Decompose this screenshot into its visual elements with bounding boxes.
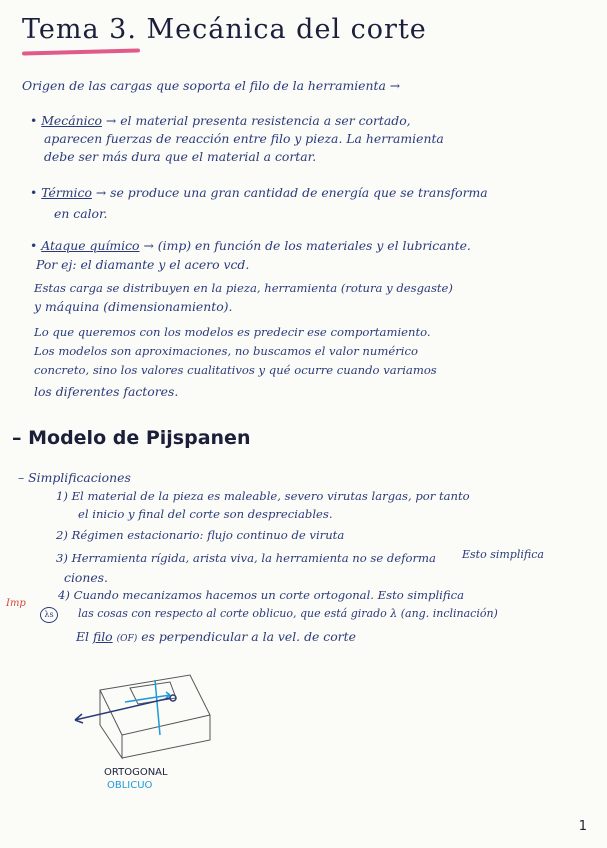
mecanico-line-3: debe ser más dura que el material a cortar. [44, 149, 317, 164]
mecanico-term: Mecánico [41, 113, 102, 128]
modelos-line-4: los diferentes factores. [34, 384, 179, 399]
simplificacion-4a: 4) Cuando mecanizamos hacemos un corte ortogonal. Esto simplifica [58, 588, 465, 602]
quimico-desc: → (imp) en función de los materiales y el lubricante. [139, 238, 471, 253]
title-underline [22, 48, 140, 55]
simplificaciones-heading: – Simplificaciones [18, 470, 131, 485]
termico-term: Térmico [41, 185, 92, 200]
cargas-line-2: y máquina (dimensionamiento). [34, 299, 233, 314]
mecanico-line-1 [30, 113, 411, 128]
mecanico-desc: → el material presenta resistencia a ser cortado, [101, 113, 411, 128]
mecanico-line-2: aparecen fuerzas de reacción entre filo y pieza. La herramienta [44, 131, 444, 146]
page-number: 1 [578, 819, 587, 834]
bullet-icon: • [30, 113, 42, 128]
lambda-circle: λs [40, 607, 58, 623]
termico-desc: → se produce una gran cantidad de energía que se transforma [91, 185, 488, 200]
label-oblicuo: OBLICUO [107, 780, 153, 791]
page-title: Tema 3. Mecánica del corte [22, 14, 427, 45]
quimico-term: Ataque químico [41, 238, 140, 253]
quimico-line-1 [30, 238, 471, 253]
bullet-icon: • [30, 185, 42, 200]
cargas-line-1: Estas carga se distribuyen en la pieza, herramienta (rotura y desgaste) [34, 281, 453, 295]
modelos-line-3: concreto, sino los valores cualitativos y qué ocurre cuando variamos [34, 363, 437, 377]
simplificacion-1b: el inicio y final del corte son despreciables. [78, 507, 333, 521]
simplifica-note: Esto simplifica [462, 548, 544, 561]
termico-line-2: en calor. [54, 206, 108, 221]
label-ortogonal: ORTOGONAL [104, 767, 168, 778]
s4c-post: es perpendicular a la vel. de corte [137, 629, 356, 644]
simplificacion-1a: 1) El material de la pieza es maleable, severo virutas largas, por tanto [56, 489, 470, 503]
simplificacion-3b: ciones. [64, 570, 108, 585]
simplificacion-2: 2) Régimen estacionario: flujo continuo de viruta [56, 528, 345, 542]
simplificacion-4b: las cosas con respecto al corte oblicuo, que está girado λ (ang. inclinación) [78, 607, 498, 620]
origen-line: Origen de las cargas que soporta el filo de la herramienta → [22, 78, 401, 93]
quimico-line-2: Por ej: el diamante y el acero vcd. [36, 257, 250, 272]
modelos-line-1: Lo que queremos con los modelos es predecir ese comportamiento. [34, 325, 431, 339]
section-heading: – Modelo de Pijspanen [12, 427, 251, 449]
simplificacion-3a: 3) Herramienta rígida, arista viva, la herramienta no se deforma [56, 551, 436, 565]
termico-line-1 [30, 185, 488, 200]
s4c-filo: filo [92, 629, 113, 644]
modelos-line-2: Los modelos son aproximaciones, no buscamos el valor numérico [34, 344, 418, 358]
bullet-icon: • [30, 238, 42, 253]
orthogonal-oblique-sketch [70, 640, 220, 760]
s4c-of: (OF) [116, 634, 138, 644]
s4c-pre: El [76, 629, 93, 644]
important-mark: Imp [6, 598, 26, 609]
